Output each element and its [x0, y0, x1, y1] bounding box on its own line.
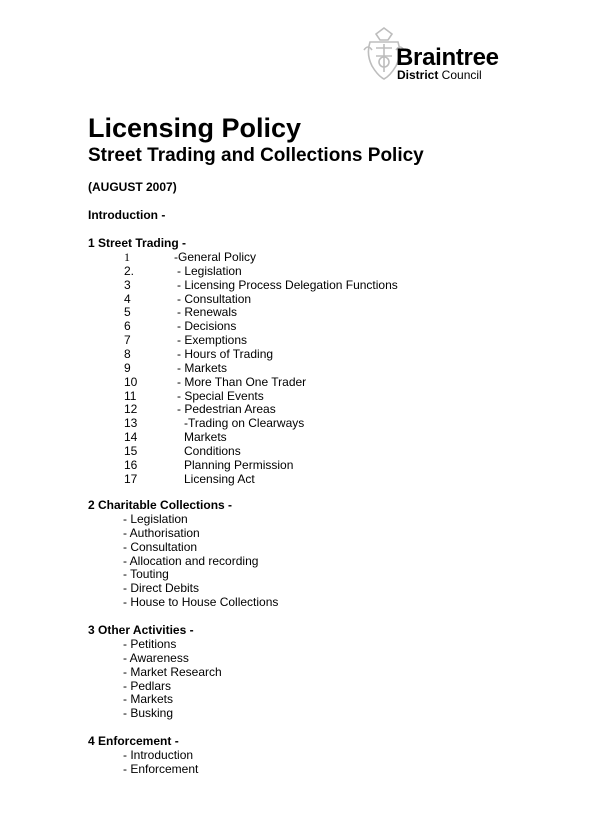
list-item: - Introduction: [123, 748, 194, 762]
list-item: - Petitions: [123, 637, 177, 651]
introduction-heading: Introduction -: [88, 208, 166, 222]
toc-row-label: - More Than One Trader: [177, 374, 307, 389]
toc-row-number: 7: [124, 333, 131, 348]
toc-row-label: - Exemptions: [177, 333, 248, 348]
list-item: - Pedlars: [123, 678, 172, 693]
toc-row-label: - Pedestrian Areas: [177, 402, 276, 417]
toc-row-label: Markets: [184, 430, 227, 445]
logo-sub-district: District: [397, 68, 439, 82]
toc-row-number: 9: [124, 360, 131, 375]
toc-row-number: 16: [124, 457, 138, 472]
list-item: - Direct Debits: [123, 581, 200, 596]
toc-row-label: - Legislation: [177, 263, 242, 278]
toc-row-label: Planning Permission: [184, 457, 294, 472]
section-other-heading: 3 Other Activities -: [88, 623, 194, 637]
toc-row-number: 6: [124, 319, 131, 334]
toc-row-number: 15: [124, 443, 138, 458]
section-street-trading-heading: 1 Street Trading -: [88, 236, 187, 250]
logo-sub-council: Council: [438, 68, 482, 82]
toc-row-label: Conditions: [184, 443, 241, 458]
list-item: - Enforcement: [123, 761, 199, 776]
section-charitable-heading: 2 Charitable Collections -: [88, 498, 233, 512]
toc-row-number: 4: [124, 291, 131, 306]
toc-row-number: 10: [124, 374, 138, 389]
list-item: - Allocation and recording: [123, 553, 259, 568]
toc-row-label: Licensing Act: [184, 471, 255, 486]
toc-row-label: - Decisions: [177, 319, 237, 334]
list-item: - Consultation: [123, 539, 198, 554]
toc-row-number: 1: [124, 250, 130, 264]
list-item: - House to House Collections: [123, 595, 279, 610]
toc-row-label: - Hours of Trading: [177, 346, 274, 361]
toc-row-number: 5: [124, 305, 131, 320]
toc-row-label: - Special Events: [177, 388, 264, 403]
toc-row-label: - Markets: [177, 360, 228, 375]
list-item: - Legislation: [123, 512, 188, 526]
list-item: - Touting: [123, 567, 169, 582]
document-subtitle: Street Trading and Collections Policy: [88, 145, 424, 166]
toc-row-number: 2.: [124, 263, 135, 278]
toc-row-label: -Trading on Clearways: [184, 416, 305, 431]
toc-row-number: 13: [124, 416, 138, 431]
toc-row-number: 17: [124, 471, 138, 486]
toc-row-number: 8: [124, 346, 131, 361]
list-item: - Busking: [123, 706, 174, 721]
toc-row-label: -General Policy: [174, 250, 257, 264]
toc-row-number: 11: [124, 388, 137, 403]
toc-row-number: 3: [124, 277, 131, 292]
list-item: - Awareness: [123, 650, 189, 665]
toc-row-number: 14: [124, 430, 138, 445]
toc-row-number: 12: [124, 402, 138, 417]
list-item: - Markets: [123, 692, 174, 707]
logo-wordmark: Braintree: [396, 44, 499, 71]
document-title: Licensing Policy: [88, 113, 302, 143]
list-item: - Market Research: [123, 664, 222, 679]
toc-row-label: - Renewals: [177, 305, 238, 320]
logo-subtitle: [397, 69, 482, 81]
document-date: (AUGUST 2007): [88, 180, 177, 194]
toc-row-label: - Licensing Process Delegation Functions: [177, 277, 398, 292]
section-enforcement-heading: 4 Enforcement -: [88, 734, 179, 748]
toc-row-label: - Consultation: [177, 291, 252, 306]
council-logo: [362, 24, 512, 88]
list-item: - Authorisation: [123, 525, 200, 540]
